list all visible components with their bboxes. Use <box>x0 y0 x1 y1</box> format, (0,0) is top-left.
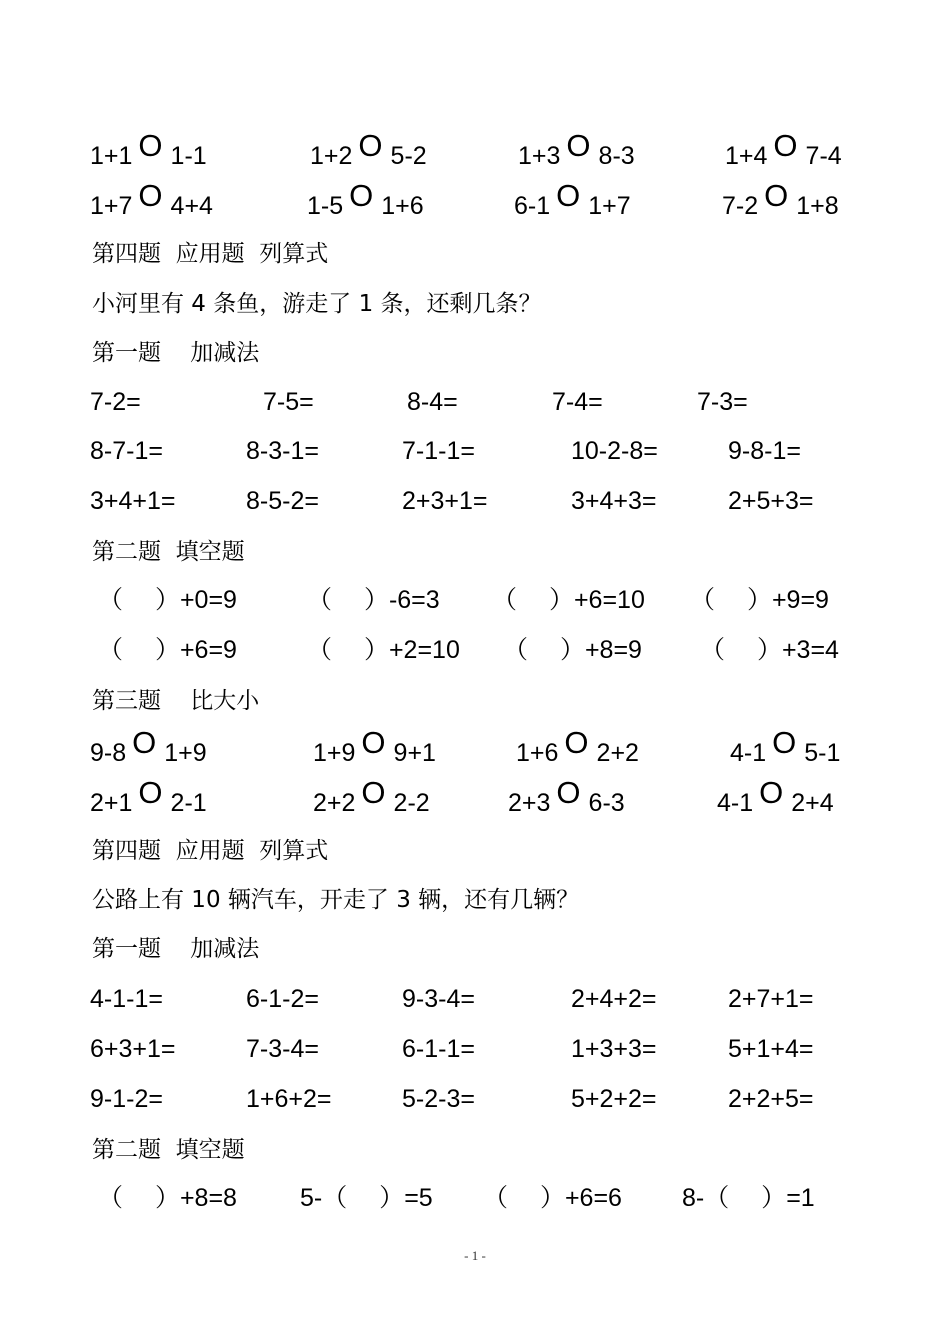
compare-circle: O <box>773 128 798 163</box>
compare-circle: O <box>138 128 163 163</box>
compare-item: 2+1 O 2-1 <box>90 775 207 817</box>
compare-item: 2+3 O 6-3 <box>508 775 625 817</box>
compare-item: 1+4 O 7-4 <box>725 128 842 170</box>
fill-row-3 <box>0 1178 950 1218</box>
arith-item: 8-7-1= <box>90 437 163 465</box>
compare-item: 1+2 O 5-2 <box>310 128 427 170</box>
compare-item: 4-1 O 2+4 <box>717 775 834 817</box>
arith-item: 6-1-1= <box>402 1035 475 1063</box>
arith-item: 8-4= <box>407 388 458 416</box>
compare-item: 1+6 O 2+2 <box>516 725 639 767</box>
answer-blank: （ ） <box>704 1184 787 1212</box>
arith-item: 7-4= <box>552 388 603 416</box>
arith-item: 7-5= <box>263 388 314 416</box>
answer-blank: （ ） <box>98 1184 180 1212</box>
arith-item: 1+6+2= <box>246 1085 332 1113</box>
answer-blank: （ ） <box>492 586 574 614</box>
arith-row-6 <box>0 1079 950 1119</box>
answer-blank: （ ） <box>98 586 180 614</box>
compare-circle: O <box>138 178 163 213</box>
fill-item: 5-（ ）=5 <box>300 1184 433 1212</box>
arith-row-2 <box>0 431 950 471</box>
compare-item: 1+1 O 1-1 <box>90 128 207 170</box>
fill-item: （ ）-6=3 <box>307 586 440 614</box>
answer-blank: （ ） <box>690 586 772 614</box>
fill-item: （ ）+8=9 <box>503 636 642 664</box>
section-heading: 第二题 填空题 <box>92 1137 245 1163</box>
answer-blank: （ ） <box>322 1184 405 1212</box>
arith-item: 7-3-4= <box>246 1035 319 1063</box>
fill-item: （ ）+6=6 <box>483 1184 622 1212</box>
arith-item: 1+3+3= <box>571 1035 657 1063</box>
answer-blank: （ ） <box>98 636 180 664</box>
compare-item: 1+9 O 9+1 <box>313 725 436 767</box>
fill-item: （ ）+2=10 <box>307 636 460 664</box>
compare-item: 1+3 O 8-3 <box>518 128 635 170</box>
compare-item: 1-5 O 1+6 <box>307 178 424 220</box>
compare-circle: O <box>361 775 386 810</box>
arith-item: 6-1-2= <box>246 985 319 1013</box>
answer-blank: （ ） <box>307 636 389 664</box>
fill-item: （ ）+0=9 <box>98 586 237 614</box>
word-problem: 公路上有 10 辆汽车，开走了 3 辆，还有几辆？ <box>92 887 580 913</box>
compare-circle: O <box>566 128 591 163</box>
compare-circle: O <box>764 178 789 213</box>
compare-circle: O <box>349 178 374 213</box>
arith-item: 6+3+1= <box>90 1035 176 1063</box>
arith-row-5 <box>0 1029 950 1069</box>
fill-item: （ ）+3=4 <box>700 636 839 664</box>
arith-item: 5+2+2= <box>571 1085 657 1113</box>
arith-item: 2+5+3= <box>728 487 814 515</box>
section-heading: 第二题 填空题 <box>92 539 245 565</box>
arith-item: 2+7+1= <box>728 985 814 1013</box>
arith-item: 7-1-1= <box>402 437 475 465</box>
arith-item: 4-1-1= <box>90 985 163 1013</box>
section-heading: 第四题 应用题 列算式 <box>92 838 329 864</box>
arith-item: 5+1+4= <box>728 1035 814 1063</box>
page-number: - 1 - <box>464 1248 486 1263</box>
compare-circle: O <box>358 128 383 163</box>
arith-row-1 <box>0 382 950 422</box>
arith-item: 8-5-2= <box>246 487 319 515</box>
compare-row-4 <box>0 775 950 821</box>
arith-item: 3+4+1= <box>90 487 176 515</box>
section-heading: 第四题 应用题 列算式 <box>92 241 329 267</box>
compare-circle: O <box>759 775 784 810</box>
compare-item: 9-8 O 1+9 <box>90 725 207 767</box>
arith-row-3 <box>0 481 950 521</box>
arith-item: 2+4+2= <box>571 985 657 1013</box>
arith-row-4 <box>0 979 950 1019</box>
compare-circle: O <box>361 725 386 760</box>
fill-item: （ ）+9=9 <box>690 586 829 614</box>
fill-item: （ ）+6=10 <box>492 586 645 614</box>
arith-item: 8-3-1= <box>246 437 319 465</box>
arith-item: 2+2+5= <box>728 1085 814 1113</box>
fill-item: （ ）+6=9 <box>98 636 237 664</box>
compare-circle: O <box>138 775 163 810</box>
fill-item: （ ）+8=8 <box>98 1184 237 1212</box>
section-heading: 第一题 加减法 <box>92 340 260 366</box>
compare-circle: O <box>556 775 581 810</box>
arith-item: 10-2-8= <box>571 437 658 465</box>
arith-item: 3+4+3= <box>571 487 657 515</box>
arith-item: 2+3+1= <box>402 487 488 515</box>
answer-blank: （ ） <box>700 636 782 664</box>
compare-circle: O <box>564 725 589 760</box>
arith-item: 9-3-4= <box>402 985 475 1013</box>
arith-item: 5-2-3= <box>402 1085 475 1113</box>
fill-row-2 <box>0 630 950 670</box>
section-heading: 第一题 加减法 <box>92 936 260 962</box>
compare-item: 7-2 O 1+8 <box>722 178 839 220</box>
fill-item: 8-（ ）=1 <box>682 1184 815 1212</box>
compare-item: 6-1 O 1+7 <box>514 178 631 220</box>
arith-item: 9-8-1= <box>728 437 801 465</box>
compare-circle: O <box>132 725 157 760</box>
arith-item: 7-3= <box>697 388 748 416</box>
compare-circle: O <box>772 725 797 760</box>
compare-item: 2+2 O 2-2 <box>313 775 430 817</box>
compare-row-1 <box>0 128 950 174</box>
answer-blank: （ ） <box>503 636 585 664</box>
fill-row-1 <box>0 580 950 620</box>
compare-row-2 <box>0 178 950 224</box>
arith-item: 9-1-2= <box>90 1085 163 1113</box>
section-heading: 第三题 比大小 <box>92 688 260 714</box>
compare-item: 4-1 O 5-1 <box>730 725 841 767</box>
arith-item: 7-2= <box>90 388 141 416</box>
compare-item: 1+7 O 4+4 <box>90 178 213 220</box>
compare-circle: O <box>556 178 581 213</box>
compare-row-3 <box>0 725 950 771</box>
word-problem: 小河里有 4 条鱼，游走了 1 条，还剩几条？ <box>92 291 542 317</box>
answer-blank: （ ） <box>483 1184 565 1212</box>
answer-blank: （ ） <box>307 586 389 614</box>
